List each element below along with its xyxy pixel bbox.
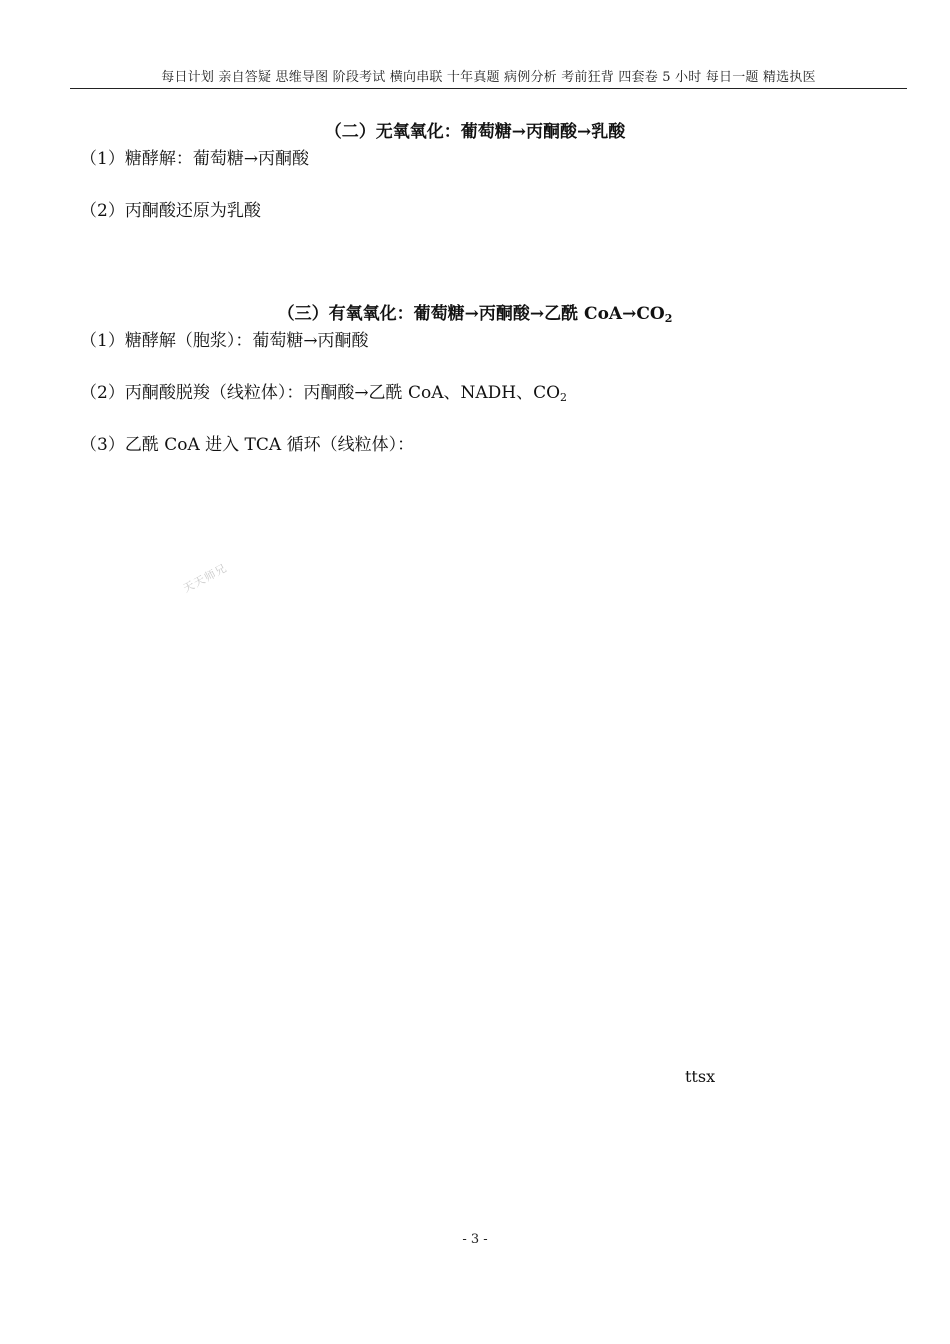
page-number: - 3 -	[462, 1232, 488, 1247]
aerobic-step-2-text: （2）丙酮酸脱羧（线粒体）：丙酮酸→乙酰 CoA、NADH、CO	[80, 383, 561, 403]
aerobic-step-1-text: （1）糖酵解（胞浆）：葡萄糖→丙酮酸	[80, 331, 369, 351]
section-title-aerobic-text: （三）有氧氧化：葡萄糖→丙酮酸→乙酰 CoA→CO	[277, 304, 665, 324]
anaerobic-step-2: （2）丙酮酸还原为乳酸	[80, 201, 261, 221]
co2-subscript: 2	[560, 391, 568, 404]
header-divider	[70, 88, 907, 89]
aerobic-step-1	[80, 326, 369, 351]
signature-text: ttsx	[685, 1067, 716, 1086]
watermark: 天天师兄	[180, 561, 230, 596]
aerobic-step-3	[80, 430, 414, 455]
anaerobic-step-1: （1）糖酵解：葡萄糖→丙酮酸	[80, 149, 310, 169]
section-title-aerobic-oxidation	[0, 299, 950, 324]
co2-subscript: 2	[664, 312, 673, 325]
page-header: 每日计划 亲自答疑 思维导图 阶段考试 横向串联 十年真题 病例分析 考前狂背 四套卷 5 小时 每日一题 精选执医	[161, 70, 816, 85]
aerobic-step-3-text: （3）乙酰 CoA 进入 TCA 循环（线粒体）：	[80, 435, 415, 455]
section-title-anaerobic-oxidation: （二）无氧氧化：葡萄糖→丙酮酸→乳酸	[324, 122, 626, 142]
aerobic-step-2	[80, 378, 567, 403]
